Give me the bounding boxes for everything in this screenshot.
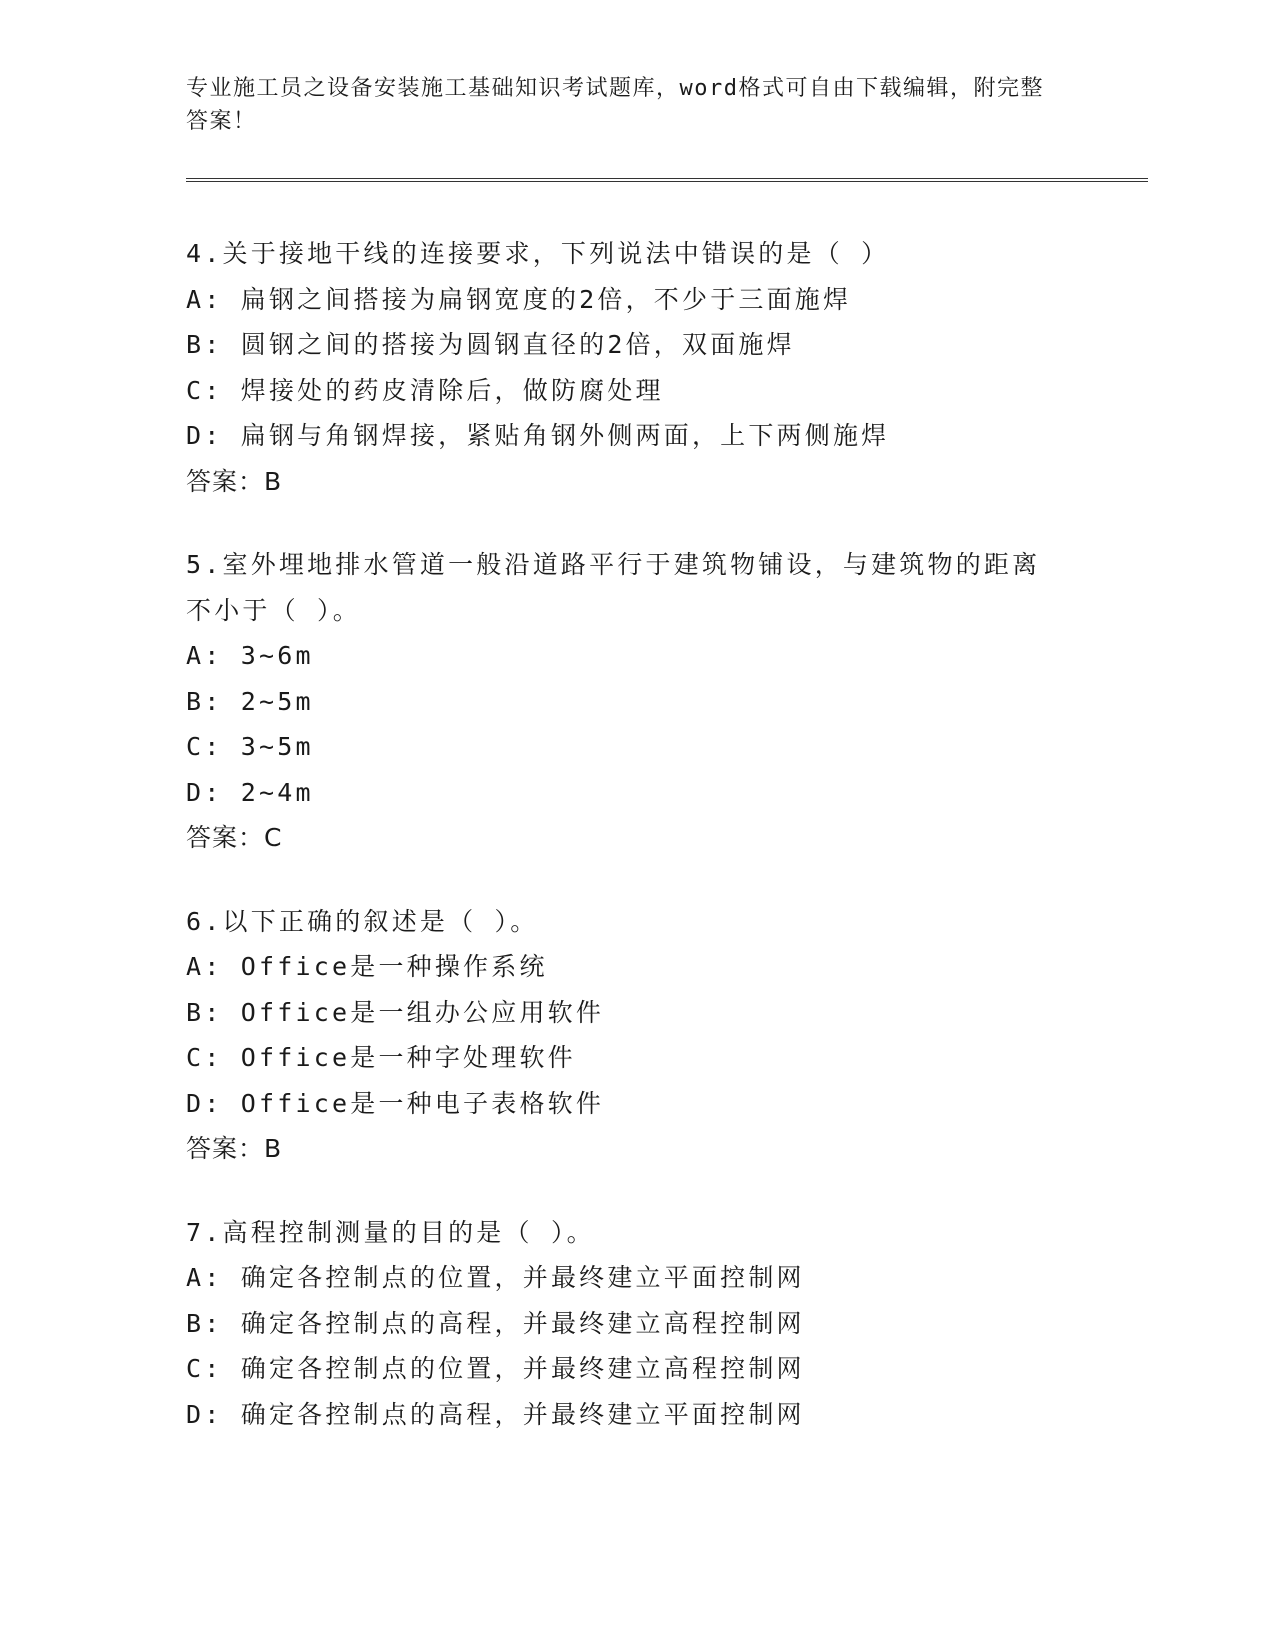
option-b: B: 2~5m	[186, 686, 314, 716]
option-b: B: 圆钢之间的搭接为圆钢直径的2倍，双面施焊	[186, 330, 795, 359]
option-a: A: 确定各控制点的位置，并最终建立平面控制网	[186, 1263, 805, 1292]
option-a: A: 扁钢之间搭接为扁钢宽度的2倍，不少于三面施焊	[186, 284, 852, 314]
question-7	[186, 1210, 1148, 1438]
option-b: B: 确定各控制点的高程，并最终建立高程控制网	[186, 1308, 805, 1338]
answer-line: 答案：B	[186, 1134, 283, 1163]
question-stem: 6.以下正确的叙述是（ ）。	[186, 906, 539, 936]
question-stem: 5.室外埋地排水管道一般沿道路平行于建筑物铺设，与建筑物的距离不小于（ ）。	[186, 550, 1041, 625]
question-stem: 7.高程控制测量的目的是（ ）。	[186, 1217, 595, 1247]
option-d: D: 确定各控制点的高程，并最终建立平面控制网	[186, 1399, 805, 1429]
option-c: C: 焊接处的药皮清除后，做防腐处理	[186, 375, 664, 405]
answer-line: 答案：C	[186, 823, 283, 852]
option-a: A: Office是一种操作系统	[186, 952, 548, 981]
option-b: B: Office是一组办公应用软件	[186, 997, 605, 1027]
option-d: D: 扁钢与角钢焊接，紧贴角钢外侧两面，上下两侧施焊	[186, 421, 890, 450]
answer-line: 答案：B	[186, 466, 283, 496]
document-header: 专业施工员之设备安装施工基础知识考试题库，word格式可自由下载编辑，附完整答案！	[186, 76, 1044, 134]
question-4	[186, 231, 1148, 504]
question-list	[186, 231, 1148, 1475]
question-5	[186, 542, 1148, 861]
header-divider	[186, 178, 1148, 182]
question-stem: 4.关于接地干线的连接要求，下列说法中错误的是（ ）	[186, 239, 890, 268]
option-c: C: 确定各控制点的位置，并最终建立高程控制网	[186, 1354, 805, 1383]
document-page	[186, 0, 1148, 1650]
option-c: C: 3~5m	[186, 732, 314, 761]
option-d: D: Office是一种电子表格软件	[186, 1088, 605, 1118]
question-6	[186, 899, 1148, 1172]
option-a: A: 3~6m	[186, 641, 314, 670]
option-d: D: 2~4m	[186, 777, 314, 807]
option-c: C: Office是一种字处理软件	[186, 1043, 576, 1072]
